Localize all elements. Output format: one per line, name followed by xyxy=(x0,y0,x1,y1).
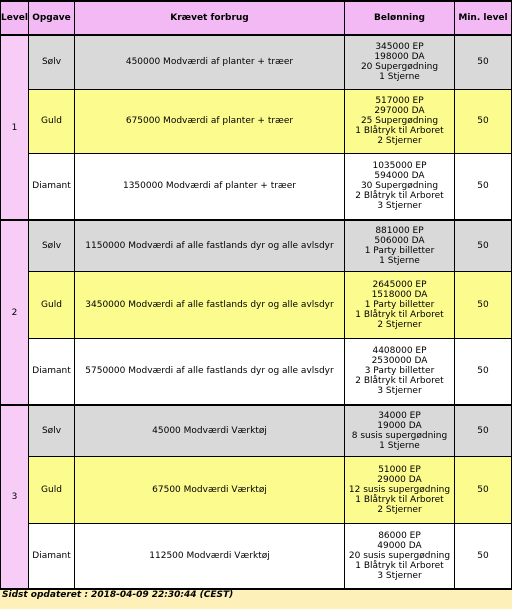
reward-cell xyxy=(345,405,455,456)
level-cell: 2 xyxy=(1,220,29,405)
header-required: Krævet forbrug xyxy=(75,1,345,35)
table-header-row xyxy=(1,1,512,35)
reward-line: 1 Stjerne xyxy=(379,440,420,451)
reward-line: 1035000 EP xyxy=(372,161,427,172)
reward-line: 30 Supergødning xyxy=(360,181,439,192)
reward-cell xyxy=(345,456,455,523)
task-cell: Guld xyxy=(29,89,75,153)
reward-line: 1 Party billetter xyxy=(364,245,435,256)
header-min-level: Min. level xyxy=(455,1,512,35)
header-reward: Belønning xyxy=(345,1,455,35)
table-row xyxy=(1,153,512,220)
reward-line: 34000 EP xyxy=(378,410,421,421)
reward-line: 506000 DA xyxy=(374,235,425,246)
task-cell: Diamant xyxy=(29,153,75,220)
reward-line: 2 Blåtryk til Arboret xyxy=(355,191,444,202)
required-consumption-cell: 45000 Modværdi Værktøj xyxy=(75,405,345,456)
min-level-cell: 50 xyxy=(455,456,512,523)
min-level-cell: 50 xyxy=(455,523,512,589)
required-consumption-cell: 675000 Modværdi af planter + træer xyxy=(75,89,345,153)
last-updated-footer: Sidst opdateret : 2018-04-09 22:30:44 (CEST) xyxy=(2,590,234,600)
reward-line: 881000 EP xyxy=(375,225,424,236)
reward-line: 2 Blåtryk til Arboret xyxy=(355,376,444,387)
min-level-cell: 50 xyxy=(455,35,512,89)
reward-line: 19000 DA xyxy=(377,420,422,431)
reward-line: 297000 DA xyxy=(374,106,425,116)
reward-line: 2 Stjerner xyxy=(377,319,422,330)
reward-line: 25 Supergødning xyxy=(360,116,439,126)
reward-line: 1 Party billetter xyxy=(364,299,435,310)
reward-line: 1 Blåtryk til Arboret xyxy=(355,309,444,320)
reward-line: 86000 EP xyxy=(378,530,421,541)
reward-line: 29000 DA xyxy=(377,474,422,485)
reward-line: 3 Stjerner xyxy=(377,570,422,581)
reward-line: 345000 EP xyxy=(375,42,424,53)
reward-line: 517000 EP xyxy=(375,96,424,106)
reward-line: 4408000 EP xyxy=(372,346,427,357)
reward-line: 49000 DA xyxy=(377,540,422,551)
reward-line: 1 Stjerne xyxy=(379,255,420,266)
reward-cell xyxy=(345,153,455,220)
table-body xyxy=(1,35,512,589)
level-cell: 1 xyxy=(1,35,29,220)
table-row xyxy=(1,405,512,456)
required-consumption-cell: 3450000 Modværdi af alle fastlands dyr og alle avlsdyr xyxy=(75,271,345,338)
reward-cell xyxy=(345,523,455,589)
required-consumption-cell: 67500 Modværdi Værktøj xyxy=(75,456,345,523)
table-row xyxy=(1,456,512,523)
reward-line: 1518000 DA xyxy=(371,289,428,300)
reward-line: 198000 DA xyxy=(374,52,425,63)
task-cell: Sølv xyxy=(29,405,75,456)
table-row xyxy=(1,523,512,589)
reward-line: 1 Stjerne xyxy=(379,72,420,83)
task-cell: Sølv xyxy=(29,220,75,271)
reward-line: 2 Stjerner xyxy=(377,504,422,515)
reward-cell xyxy=(345,220,455,271)
reward-line: 1 Blåtryk til Arboret xyxy=(355,494,444,505)
task-cell: Guld xyxy=(29,271,75,338)
table-row xyxy=(1,35,512,89)
reward-line: 20 Supergødning xyxy=(360,62,439,73)
required-consumption-cell: 1350000 Modværdi af planter + træer xyxy=(75,153,345,220)
table-row xyxy=(1,220,512,271)
reward-cell xyxy=(345,338,455,405)
min-level-cell: 50 xyxy=(455,338,512,405)
header-level: Level xyxy=(1,1,29,35)
reward-cell xyxy=(345,271,455,338)
min-level-cell: 50 xyxy=(455,89,512,153)
reward-cell xyxy=(345,89,455,153)
reward-line: 51000 EP xyxy=(378,464,421,475)
min-level-cell: 50 xyxy=(455,220,512,271)
required-consumption-cell: 5750000 Modværdi af alle fastlands dyr og alle avlsdyr xyxy=(75,338,345,405)
min-level-cell: 50 xyxy=(455,153,512,220)
level-cell: 3 xyxy=(1,405,29,589)
reward-line: 20 susis supergødning xyxy=(348,550,451,561)
reward-cell xyxy=(345,35,455,89)
table-row xyxy=(1,89,512,153)
reward-line: 3 Stjerner xyxy=(377,386,422,397)
reward-line: 3 Stjerner xyxy=(377,201,422,212)
header-task: Opgave xyxy=(29,1,75,35)
required-consumption-cell: 112500 Modværdi Værktøj xyxy=(75,523,345,589)
reward-line: 594000 DA xyxy=(374,171,425,182)
required-consumption-cell: 450000 Modværdi af planter + træer xyxy=(75,35,345,89)
reward-line: 1 Blåtryk til Arboret xyxy=(355,126,444,136)
task-cell: Diamant xyxy=(29,338,75,405)
task-cell: Guld xyxy=(29,456,75,523)
reward-line: 2 Stjerner xyxy=(377,136,422,146)
task-cell: Diamant xyxy=(29,523,75,589)
min-level-cell: 50 xyxy=(455,405,512,456)
reward-line: 2645000 EP xyxy=(372,279,427,290)
table-row xyxy=(1,338,512,405)
min-level-cell: 50 xyxy=(455,271,512,338)
table-row xyxy=(1,271,512,338)
reward-line: 8 susis supergødning xyxy=(351,430,448,441)
reward-line: 3 Party billetter xyxy=(364,366,435,377)
task-cell: Sølv xyxy=(29,35,75,89)
required-consumption-cell: 1150000 Modværdi af alle fastlands dyr og alle avlsdyr xyxy=(75,220,345,271)
reward-line: 12 susis supergødning xyxy=(348,484,451,495)
reward-line: 1 Blåtryk til Arboret xyxy=(355,560,444,571)
reward-line: 2530000 DA xyxy=(371,356,428,367)
